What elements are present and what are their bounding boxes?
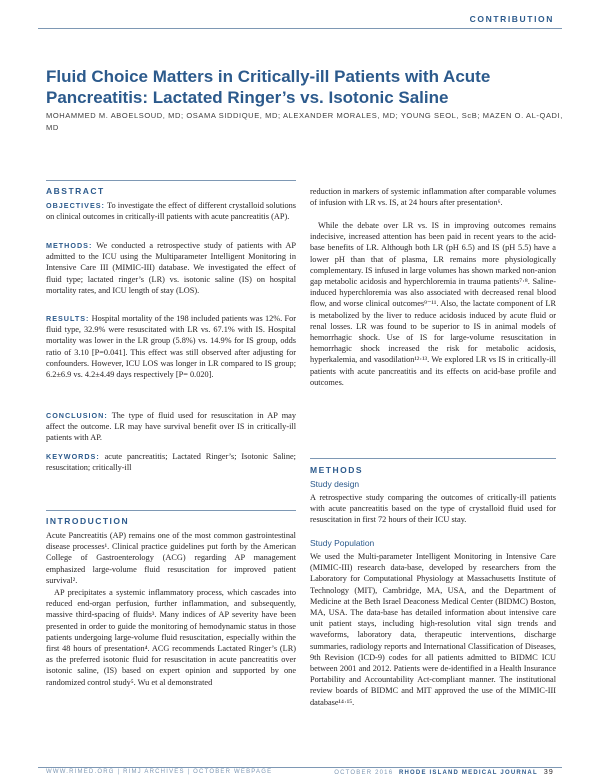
page-number: 39 <box>543 769 554 776</box>
article-title: Fluid Choice Matters in Critically-ill Patients with Acute Pancreatitis: Lactated Ringer’s vs. Isotonic Saline <box>46 67 491 107</box>
abstract-objectives <box>46 200 296 222</box>
conclusion-text: The type of fluid used for resuscitation in AP may affect the outcome. LR may have survival benefit over IS in critically-ill patients with AP. <box>46 411 296 443</box>
introduction-heading: INTRODUCTION <box>46 516 130 526</box>
introduction-paragraph-2: AP precipitates a systemic inflammatory process, which cascades into reduced end-organ perfusion, further inflammation, and subsequently, massive third-spacing of fluids³. Many indices of AP severity have been presented in order to guide the monitoring of hemodynamic status in those patients undergoing large-volume fluid resuscitation, especially within the first 48 hours of presentation⁴. ACG recommends Lactated Ringer’s (LR) as the preferred isotonic fluid for resuscitation in acute pancreatitis over isotonic saline, (IS) based on expert opinion and supported by one randomized control study⁵. Wu et al demonstrated <box>46 588 296 687</box>
study-design-heading: Study design <box>310 479 360 489</box>
article-authors: MOHAMMED M. ABOELSOUD, MD; OSAMA SIDDIQUE, MD; ALEXANDER MORALES, MD; YOUNG SEOL, ScB; MAZEN O. AL-QADI, MD <box>46 111 563 132</box>
footer-date: OCTOBER 2016 <box>334 770 394 776</box>
keywords-label: KEYWORDS: <box>46 452 100 461</box>
abstract-rule <box>46 180 296 181</box>
abstract-conclusion <box>46 410 296 444</box>
objectives-text: To investigate the effect of different crystalloid solutions on clinical outcomes in critically-ill patients with acute pancreatitis (AP). <box>46 201 296 222</box>
methods-text: We conducted a retrospective study of patients with AP admitted to the ICU using the Multiparameter Intelligent Monitoring in Intensive Care III (MIMIC-III) database. We investigated the effect of fluid type; lactated ringer’s (LR) vs. isotonic saline (IS) on hospital mortality rates, and ICU length of stay (LOS). <box>46 241 296 295</box>
results-label: RESULTS: <box>46 314 90 323</box>
study-population-heading: Study Population <box>310 538 375 548</box>
methods-label: METHODS: <box>46 241 93 250</box>
results-text: Hospital mortality of the 198 included patients was 12%. For fluid type, 32.9% were resuscitated with LR vs. 67.1% with IS. Hospital mortality was lower in the LR group (5.8%) vs. 14.9% for IS group, odds ratio of 3.10 [P=0.041]. This effect was still observed after adjusting for confounders. However, ICU LOS was longer in LR compared to IS group; 6.2±6.9 vs. 4.2±4.49 days respectively [P= 0.020]. <box>46 314 296 380</box>
abstract-results <box>46 313 296 380</box>
study-design-text: A retrospective study comparing the outcomes of critically-ill patients with acute pancreatitis based on the type of crystalloid fluid used for resuscitation in first 72 hours of their ICU stay. <box>310 493 556 525</box>
methods-rule <box>310 458 556 459</box>
introduction-paragraph-4: While the debate over LR vs. IS in improving outcomes remains indecisive, increased attention has been paid in recent years to the acid-base benefits of LR. Although both LR (pH 6.5) and IS (pH 5.5) have a lower pH than that of plasma, LR remains more physiologically complementary. IS infused in large volumes has shown marked non-anion gap metabolic acidosis and hyperchloremia in trauma patients⁷·⁸. Saline-induced hyperchloremia was also associated with decreased renal blood flow, and worse clinical outcomes⁹⁻¹¹. Also, the lactate component of LR is metabolized by the liver to reduce acidosis induced by acute fluid or renal losses. LR was found to be superior to IS in animal models of hemorrhagic shock. Use of IS for large-volume resuscitation in hemorrhagic shock increased the risk for metabolic acidosis, hyperkalemia, and vasodilation¹²·¹³. We explored LR vs IS in critically-ill patients with acute pancreatitis and its effects on acid-base profile and outcomes. <box>310 221 556 387</box>
keywords-text: acute pancreatitis; Lactated Ringer’s; Isotonic Saline; resuscitation; critically-ill <box>46 452 296 473</box>
footer-links: WWW.RIMED.ORG | RIMJ ARCHIVES | OCTOBER WEBPAGE <box>46 769 273 775</box>
introduction-rule <box>46 510 296 511</box>
section-label: CONTRIBUTION <box>469 14 554 24</box>
abstract-methods <box>46 240 296 296</box>
objectives-label: OBJECTIVES: <box>46 201 105 210</box>
study-population-text: We used the Multi-parameter Intelligent Monitoring in Intensive Care (MIMIC-III) research data-base, developed by researchers from the Laboratory for Computational Physiology at Massachusetts Institute of Technology (MIT), Cambridge, MA, USA, and the Department of Medicine at the Beth Israel Deaconess Medical Center (BIDMC) Boston, MA, USA. The data-base has detailed information about intensive care unit patient stays, including high-resolution vital sign trends and waveforms, laboratory data, therapeutic interventions, discharge summaries, radiology reports and International Classification of Diseases, 9th Revision (ICD-9) codes for all patients admitted to BIDMC ICU between 2001 and 2012. Patients were de-identified in a Health Insurance Portability and Accountability Act-compliant manner. The institutional review boards of BIDMC and MIT approved the use of the MIMIC-III database¹⁴·¹⁵. <box>310 552 556 707</box>
methods-heading: METHODS <box>310 465 363 475</box>
introduction-paragraph-3: reduction in markers of systemic inflammation after comparable volumes of infusion with LR vs. IS, at 24 hours after presentation⁶. <box>310 187 556 208</box>
introduction-paragraph-1: Acute Pancreatitis (AP) remains one of the most common gastrointestinal disease processes¹. Clinical practice guidelines put forth by the American College of Gastroenterology (ACG) regarding AP management emphasized large-volume fluid resuscitation for improved patient survival². <box>46 531 296 585</box>
footer-journal <box>334 769 554 776</box>
abstract-keywords <box>46 451 296 473</box>
header-rule <box>38 28 562 29</box>
footer-journal-name: RHODE ISLAND MEDICAL JOURNAL <box>398 770 538 776</box>
footer-rule <box>38 767 562 768</box>
abstract-heading: ABSTRACT <box>46 186 105 196</box>
conclusion-label: CONCLUSION: <box>46 411 108 420</box>
